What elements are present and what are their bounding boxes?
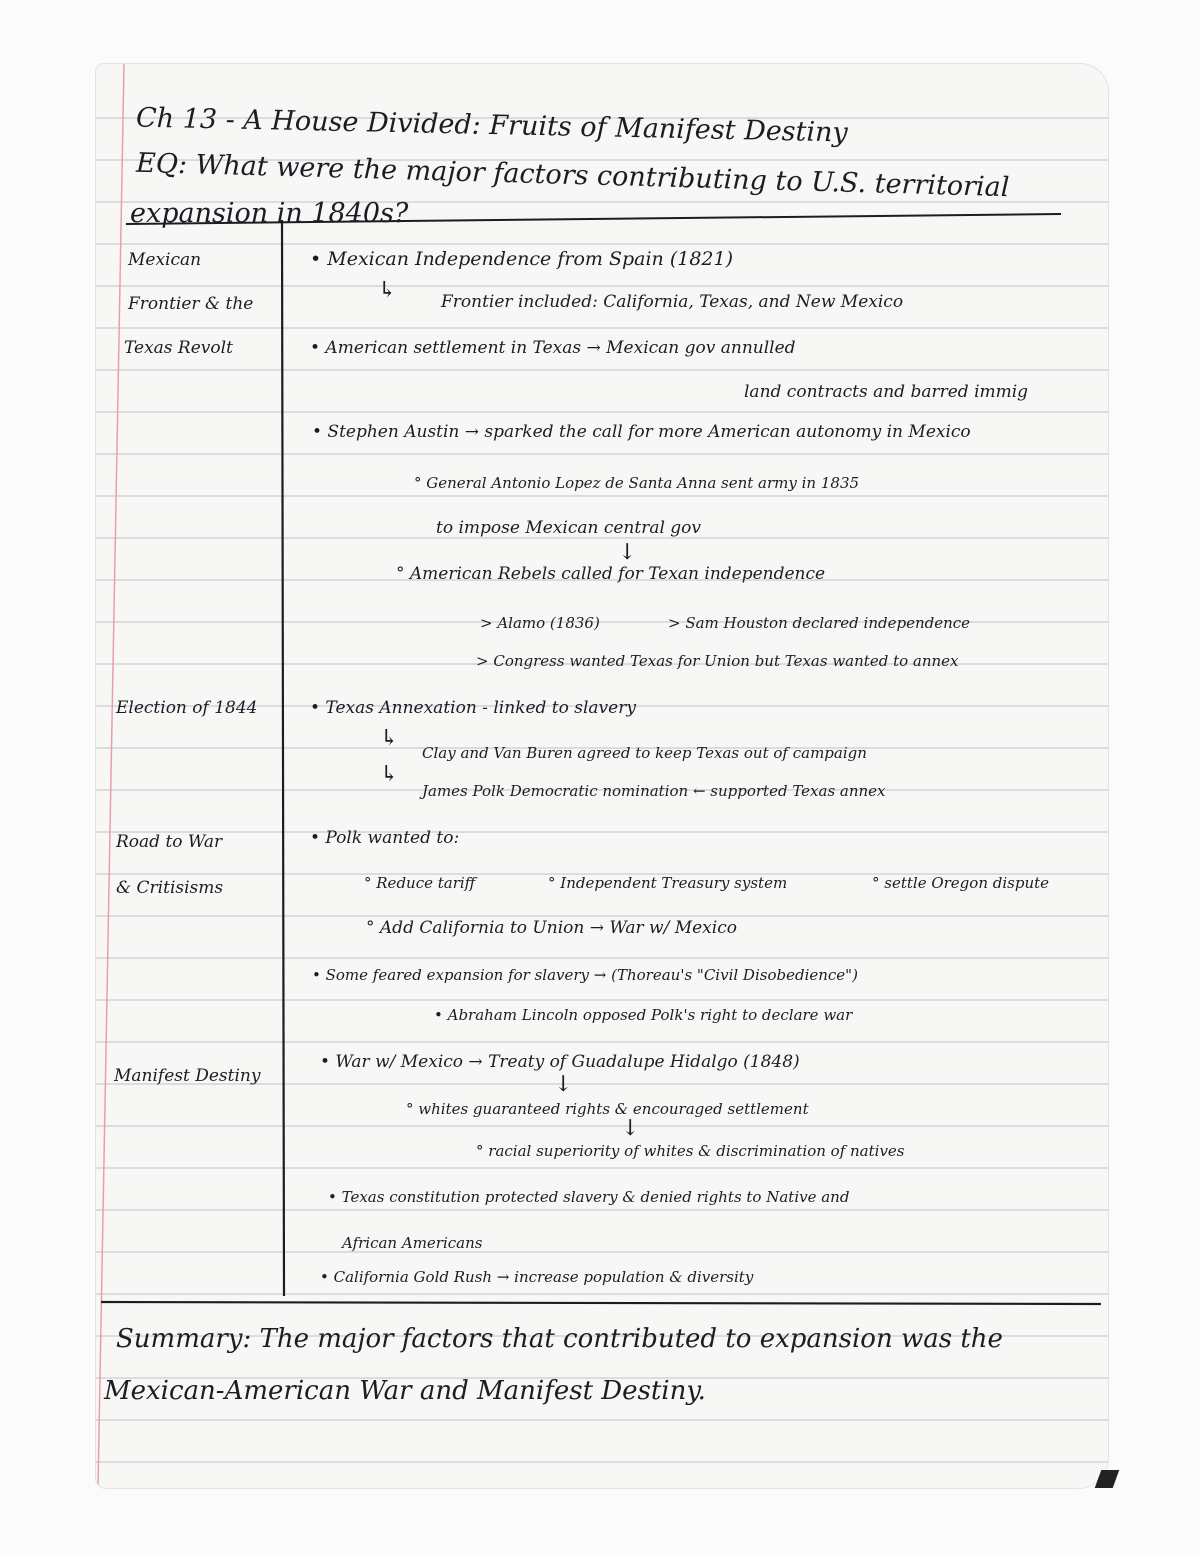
note-line: • Abraham Lincoln opposed Polk's right to declare war — [434, 1006, 853, 1024]
note-line: > Congress wanted Texas for Union but Texas wanted to annex — [476, 652, 959, 670]
note-line: ° settle Oregon dispute — [872, 874, 1050, 892]
note-line: • Polk wanted to: — [310, 828, 460, 848]
arrow-icon: ↳ — [380, 726, 399, 751]
essential-question-line-2: expansion in 1840s? — [130, 198, 409, 229]
note-line: to impose Mexican central gov — [436, 518, 702, 538]
note-line: ° American Rebels called for Texan independence — [396, 564, 826, 584]
topic-mexican-frontier-line-1: Mexican — [128, 250, 202, 270]
arrow-icon: ↳ — [378, 278, 397, 303]
note-line: ° Add California to Union → War w/ Mexico — [366, 918, 737, 938]
arrow-icon: ↳ — [380, 762, 399, 787]
note-line: Frontier included: California, Texas, and New Mexico — [441, 292, 904, 312]
note-line: > Sam Houston declared independence — [668, 614, 971, 632]
note-line: ° Independent Treasury system — [548, 874, 788, 892]
arrow-icon: ↓ — [621, 1116, 640, 1141]
note-line: • Texas Annexation - linked to slavery — [310, 698, 636, 718]
topic-road-to-war-line-2: & Critisisms — [116, 878, 224, 898]
note-line: ° Reduce tariff — [364, 874, 476, 892]
note-line: ° General Antonio Lopez de Santa Anna sent army in 1835 — [414, 474, 860, 492]
topic-election: Election of 1844 — [116, 698, 258, 718]
note-line: • Texas constitution protected slavery & denied rights to Native and — [328, 1188, 850, 1206]
essential-question-line-1: EQ: What were the major factors contributing to U.S. territorial — [135, 147, 1010, 204]
notebook-page — [96, 64, 1108, 1488]
note-line: • War w/ Mexico → Treaty of Guadalupe Hidalgo (1848) — [320, 1052, 800, 1072]
topic-road-to-war-line-1: Road to War — [116, 832, 223, 852]
topic-manifest-destiny: Manifest Destiny — [114, 1066, 261, 1086]
note-line: • Mexican Independence from Spain (1821) — [310, 248, 733, 270]
arrow-icon: ↓ — [554, 1072, 573, 1097]
note-line: African Americans — [342, 1234, 483, 1252]
note-line: ° whites guaranteed rights & encouraged settlement — [406, 1100, 809, 1118]
topic-mexican-frontier-line-3: Texas Revolt — [124, 338, 233, 358]
summary-line-2: Mexican-American War and Manifest Destiny. — [104, 1376, 706, 1406]
note-line: • American settlement in Texas → Mexican gov annulled — [310, 338, 796, 358]
note-line: land contracts and barred immig — [744, 382, 1029, 402]
topic-mexican-frontier-line-2: Frontier & the — [128, 294, 254, 314]
note-line: • Some feared expansion for slavery → (Thoreau's "Civil Disobedience") — [312, 966, 858, 984]
note-line: • California Gold Rush → increase population & diversity — [320, 1268, 754, 1286]
arrow-icon: ↓ — [618, 540, 637, 565]
note-line: • Stephen Austin → sparked the call for more American autonomy in Mexico — [312, 422, 971, 442]
page-title: Ch 13 - A House Divided: Fruits of Manifest Destiny — [135, 102, 849, 149]
summary-line-1: Summary: The major factors that contributed to expansion was the — [116, 1324, 1003, 1354]
note-line: ° racial superiority of whites & discrimination of natives — [476, 1142, 905, 1160]
note-line: > Alamo (1836) — [480, 614, 600, 632]
note-line: James Polk Democratic nomination ← supported Texas annex — [422, 782, 886, 800]
note-line: Clay and Van Buren agreed to keep Texas out of campaign — [422, 744, 867, 762]
